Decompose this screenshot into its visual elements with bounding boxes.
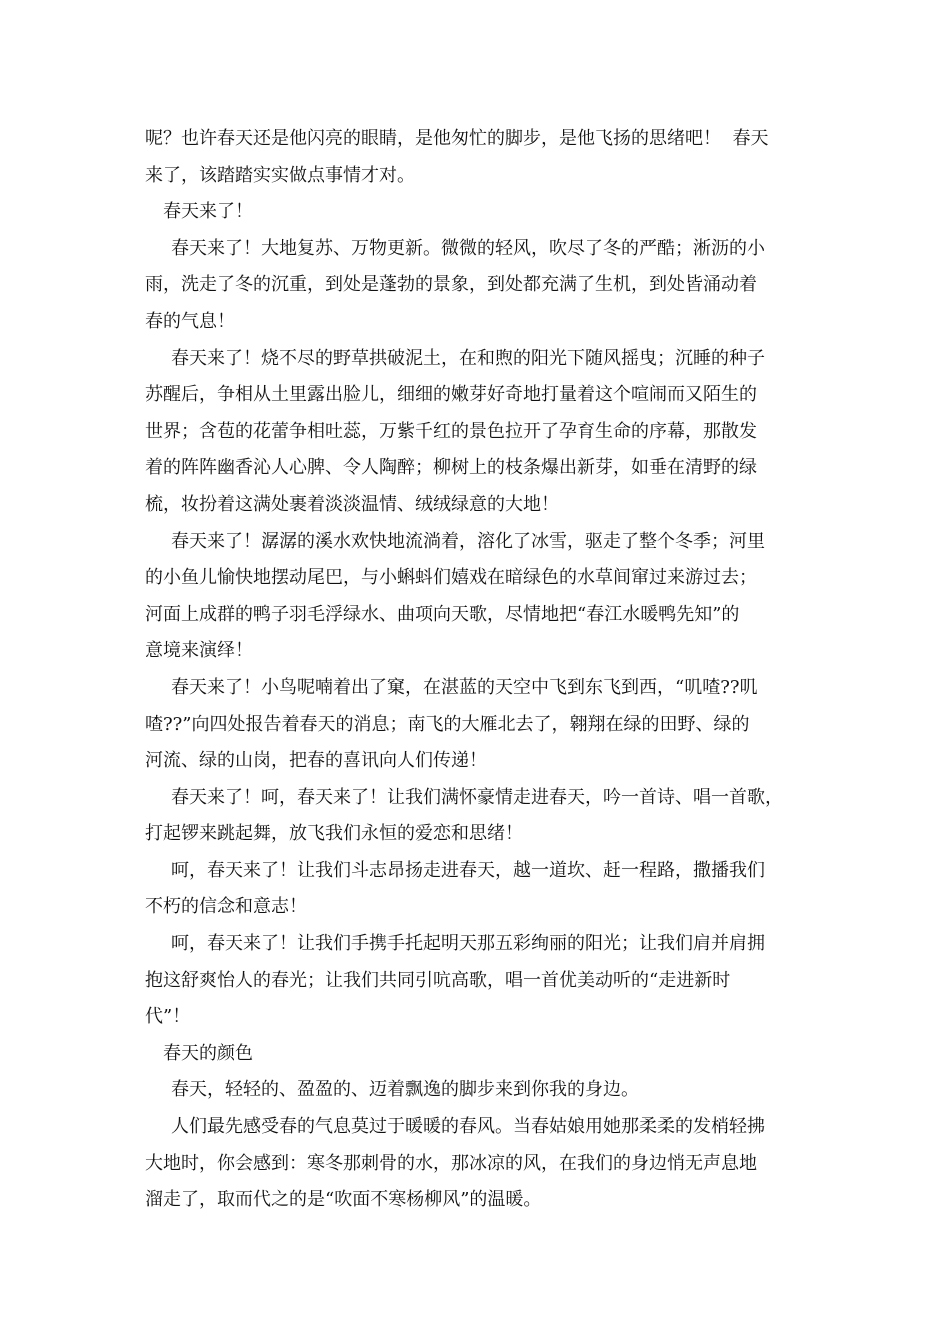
text-line: 打起锣来跳起舞，放飞我们永恒的爱恋和思绪！ <box>145 823 523 845</box>
paragraph-start: 春天来了！大地复苏、万物更新。微微的轻风，吹尽了冬的严酷；淅沥的小 <box>171 237 765 259</box>
text-line: 世界；含苞的花蕾争相吐蕊，万紫千红的景色拉开了孕育生命的序幕，那散发 <box>145 420 757 442</box>
text-line: 来了，该踏踏实实做点事情才对。 <box>145 164 415 186</box>
text-line: 不朽的信念和意志！ <box>145 896 307 918</box>
text-line: 代”！ <box>145 1006 191 1028</box>
text-line: 雨，洗走了冬的沉重，到处是蓬勃的景象，到处都充满了生机，到处皆涌动着 <box>145 274 757 296</box>
paragraph-start: 呵，春天来了！让我们斗志昂扬走进春天，越一道坎、赶一程路，撒播我们 <box>171 859 765 881</box>
paragraph-start: 呵，春天来了！让我们手携手托起明天那五彩绚丽的阳光；让我们肩并肩拥 <box>171 933 765 955</box>
paragraph-start: 春天来了！呵，春天来了！让我们满怀豪情走进春天，吟一首诗、唱一首歌， <box>171 786 783 808</box>
section-heading: 春天的颜色 <box>163 1042 253 1064</box>
text-line: 溜走了，取而代之的是“吹面不寒杨柳风”的温暖。 <box>145 1189 542 1211</box>
text-line: 抱这舒爽怡人的春光；让我们共同引吭高歌，唱一首优美动听的“走进新时 <box>145 969 731 991</box>
paragraph-start: 春天，轻轻的、盈盈的、迈着飘逸的脚步来到你我的身边。 <box>171 1079 639 1101</box>
text-line: 呢？也许春天还是他闪亮的眼睛，是他匆忙的脚步，是他飞扬的思绪吧！ 春天 <box>145 128 769 149</box>
text-line: 的小鱼儿愉快地摆动尾巴，与小蝌蚪们嬉戏在暗绿色的水草间窜过来游过去； <box>145 567 757 589</box>
text-line: 着的阵阵幽香沁人心脾、令人陶醉；柳树上的枝条爆出新芽，如垂在清野的绿 <box>145 457 757 479</box>
paragraph-start: 人们最先感受春的气息莫过于暖暖的春风。当春姑娘用她那柔柔的发梢轻拂 <box>171 1116 765 1138</box>
text-line: 喳??”向四处报告着春天的消息；南飞的大雁北去了，翱翔在绿的田野、绿的 <box>145 713 750 735</box>
paragraph-start: 春天来了！潺潺的溪水欢快地流淌着，溶化了冰雪，驱走了整个冬季；河里 <box>171 530 765 552</box>
paragraph-start: 春天来了！烧不尽的野草拱破泥土，在和煦的阳光下随风摇曳；沉睡的种子 <box>171 347 765 369</box>
text-line: 大地时，你会感到：寒冬那刺骨的水，那冰凉的风，在我们的身边悄无声息地 <box>145 1152 757 1174</box>
text-line: 河流、绿的山岗，把春的喜讯向人们传递！ <box>145 750 487 772</box>
text-line: 意境来演绎！ <box>145 640 253 662</box>
document-body <box>145 121 825 1219</box>
text-line: 春的气息！ <box>145 310 235 332</box>
text-line: 梳，妆扮着这满处裹着淡淡温情、绒绒绿意的大地！ <box>145 493 559 515</box>
section-heading: 春天来了！ <box>163 201 253 223</box>
text-line: 河面上成群的鸭子羽毛浮绿水、曲项向天歌，尽情地把“春江水暖鸭先知”的 <box>145 603 740 625</box>
text-line: 苏醒后，争相从土里露出脸儿，细细的嫩芽好奇地打量着这个喧闹而又陌生的 <box>145 384 757 406</box>
paragraph-start: 春天来了！小鸟呢喃着出了窠，在湛蓝的天空中飞到东飞到西，“叽喳??叽 <box>171 676 758 698</box>
